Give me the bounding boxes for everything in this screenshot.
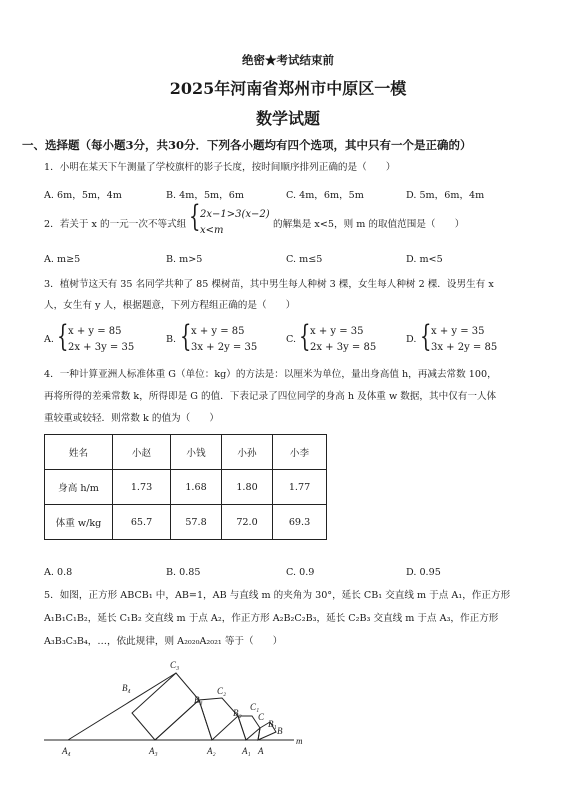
label-c: C [258, 712, 265, 722]
q2-option-a: A. m≥5 [44, 254, 81, 265]
q1-option-a: A. 6m，5m，4m [44, 190, 122, 201]
q2-equation-1: 2x−1>3(x−2) [200, 209, 270, 220]
q3-option-d-eq2: 3x + 2y = 85 [431, 342, 498, 353]
q3-option-d-brace: { [420, 319, 432, 354]
q3-option-c-system [310, 324, 376, 356]
label-c1: C₁ [250, 702, 260, 712]
q5-line-1: 5．如图，正方形 ABCB₁ 中，AB=1，AB 与直线 m 的夹角为 30°，延长 CB₁ 交直线 m 于点 A₁，作正方形 [44, 590, 511, 601]
q2-option-d: D. m<5 [406, 254, 443, 265]
q2-equation-2: x<m [200, 225, 224, 236]
q3-option-b-system [191, 324, 257, 356]
label-b: B [277, 726, 283, 736]
q4-line-1: 4．一种计算亚洲人标准体重 G（单位：kg）的方法是：以厘米为单位，量出身高值 h，再减去常数 100， [44, 369, 497, 380]
table-cell: 1.68 [171, 470, 222, 505]
label-a3: A₃ [149, 746, 158, 756]
q4-line-2: 再将所得的差乘常数 k，所得即是 G 的值．下表记录了四位同学的身高 h 及体重 w 数据，其中仅有一人体 [44, 391, 497, 402]
q3-option-a-label: A. [44, 334, 54, 345]
table-row [45, 505, 327, 540]
exam-title: 2025年河南省郑州市中原区一模 [169, 79, 407, 98]
label-b4: B₄ [122, 683, 131, 693]
table-cell: 72.0 [222, 505, 273, 540]
q3-option-a-system [68, 324, 134, 356]
q2-stem-after: 的解集是 x<5，则 m 的取值范围是（ ） [273, 219, 465, 230]
q4-line-3: 重较重或较轻．则常数 k 的值为（ ） [44, 413, 220, 424]
q3-option-b-brace: { [180, 319, 192, 354]
q3-option-d-label: D. [406, 334, 417, 345]
table-header-cell: 小孙 [222, 435, 273, 470]
q4-option-c: C. 0.9 [286, 567, 315, 578]
q2-system [200, 207, 270, 239]
q2-option-b: B. m>5 [166, 254, 203, 265]
label-m: m [296, 736, 303, 746]
segment-a3-b3 [155, 700, 199, 740]
q3-option-c-eq2: 2x + 3y = 85 [310, 342, 377, 353]
q5-line-2: A₁B₁C₁B₂，延长 C₁B₂ 交直线 m 于点 A₂，作正方形 A₂B₂C₂B₃，延长 C₂B₃ 交直线 m 于点 A₃，作正方形 [44, 613, 499, 624]
table-cell: 身高 h/m [45, 470, 113, 505]
table-cell: 1.77 [273, 470, 327, 505]
table-row [45, 435, 327, 470]
label-a2: A₂ [207, 746, 216, 756]
table-cell: 体重 w/kg [45, 505, 113, 540]
q5-squares-figure [44, 658, 314, 758]
q1-option-c: C. 4m，6m，5m [286, 190, 364, 201]
table-cell: 65.7 [113, 505, 171, 540]
q2-option-c: C. m≤5 [286, 254, 323, 265]
label-c2: C₂ [217, 686, 227, 696]
label-b3: B₃ [194, 695, 203, 705]
q3-line-2: 人，女生有 y 人，根据题意，下列方程组正确的是（ ） [44, 300, 296, 311]
q1-stem: 1．小明在某天下午测量了学校旗杆的影子长度，按时间顺序排列正确的是（ ） [44, 162, 396, 173]
label-a4: A₄ [62, 746, 71, 756]
label-b2: B₂ [233, 708, 242, 718]
table-header-cell: 姓名 [45, 435, 113, 470]
label-b1: B₁ [268, 719, 277, 729]
segment-b2-a1 [238, 716, 246, 740]
q5-line-3: A₃B₃C₃B₄，…，依此规律，则 A₂₀₂₀A₂₀₂₁ 等于（ ） [44, 636, 283, 647]
q4-option-d: D. 0.95 [406, 567, 441, 578]
q1-option-b: B. 4m，5m，6m [166, 190, 244, 201]
subject-title: 数学试题 [255, 109, 320, 128]
q3-line-1: 3．植树节这天有 35 名同学共种了 85 棵树苗，其中男生每人种树 3 棵，女生每人种树 2 棵．设男生有 x [44, 279, 494, 290]
table-header-cell: 小李 [273, 435, 327, 470]
square-a1b1c1b2 [238, 716, 260, 740]
q3-option-d-system [431, 324, 497, 356]
table-row [45, 470, 327, 505]
table-cell: 1.80 [222, 470, 273, 505]
q3-option-a-eq2: 2x + 3y = 35 [68, 342, 135, 353]
table-cell: 1.73 [113, 470, 171, 505]
section-heading: 一、选择题（每小题3分，共30分．下列各小题均有四个选项，其中只有一个是正确的） [22, 138, 472, 152]
label-a: A [258, 746, 264, 756]
q1-option-d: D. 5m，6m，4m [406, 190, 485, 201]
segment-b3-a2 [199, 700, 212, 740]
q4-data-table [44, 434, 327, 540]
confidential-label: 绝密★考试结束前 [242, 53, 334, 67]
q3-option-b-label: B. [166, 334, 177, 345]
q3-option-a-brace: { [57, 319, 69, 354]
label-c3: C₃ [170, 660, 180, 670]
q4-option-b: B. 0.85 [166, 567, 201, 578]
q3-option-a-eq1: x + y = 85 [68, 326, 122, 337]
table-header-cell: 小钱 [171, 435, 222, 470]
q3-option-b-eq2: 3x + 2y = 35 [191, 342, 258, 353]
table-header-cell: 小赵 [113, 435, 171, 470]
q3-option-c-eq1: x + y = 35 [310, 326, 364, 337]
q3-option-c-label: C. [286, 334, 297, 345]
q4-option-a: A. 0.8 [44, 567, 73, 578]
q3-option-b-eq1: x + y = 85 [191, 326, 245, 337]
table-cell: 69.3 [273, 505, 327, 540]
q2-brace: { [189, 199, 201, 234]
label-a1: A₁ [242, 746, 251, 756]
q2-stem-before: 2．若关于 x 的一元一次不等式组 [44, 219, 187, 230]
q3-option-c-brace: { [299, 319, 311, 354]
table-cell: 57.8 [171, 505, 222, 540]
q3-option-d-eq1: x + y = 35 [431, 326, 485, 337]
